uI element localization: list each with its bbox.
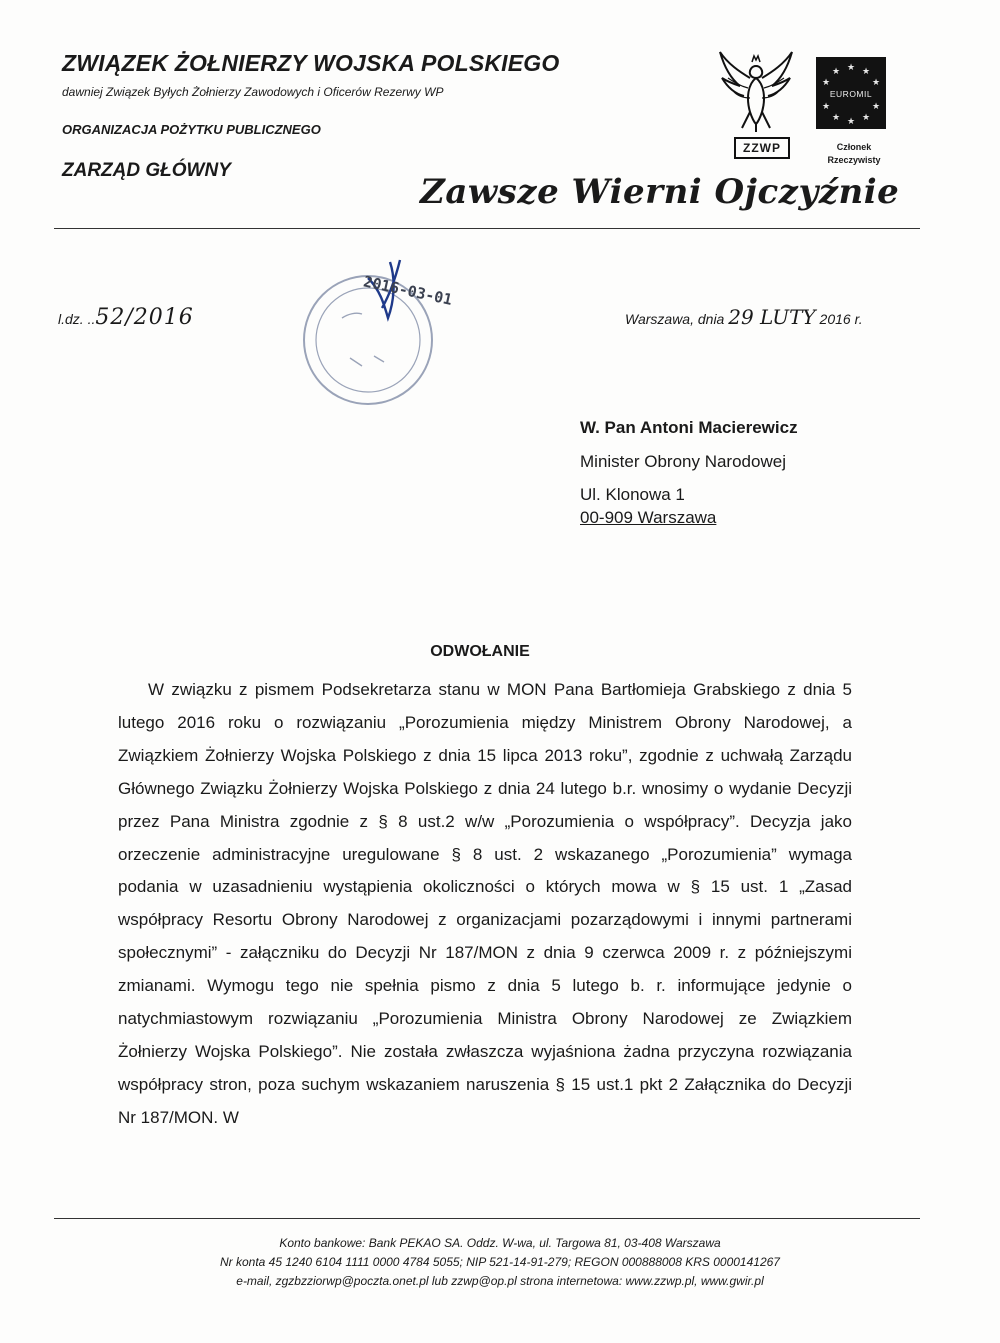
ministry-stamp [290, 258, 470, 408]
board-name: ZARZĄD GŁÓWNY [62, 160, 231, 181]
date-handwritten: 29 LUTY [728, 305, 816, 329]
addressee-name: W. Pan Antoni Macierewicz [580, 418, 798, 437]
euromil-logo [816, 57, 886, 129]
euromil-member-label: Członek Rzeczywisty [827, 142, 881, 165]
svg-text:★: ★ [821, 78, 831, 88]
svg-text:★: ★ [846, 63, 856, 73]
svg-text:★: ★ [871, 102, 881, 112]
reference-prefix: l.dz. .. [58, 311, 96, 327]
svg-text:★: ★ [821, 102, 831, 112]
svg-text:★: ★ [831, 67, 841, 77]
footer-bank-account: Konto bankowe: Bank PEKAO SA. Oddz. W-wa, ul. Targowa 81, 03-408 Warszawa [279, 1236, 721, 1250]
date-suffix: 2016 r. [815, 311, 863, 327]
organization-status: ORGANIZACJA POŻYTKU PUBLICZNEGO [62, 122, 321, 137]
motto: Zawsze Wierni Ojczyźnie [420, 172, 900, 212]
zzwp-logo-text: ZZWP [734, 137, 790, 159]
svg-text:★: ★ [871, 78, 881, 88]
organization-name: ZWIĄZEK ŻOŁNIERZY WOJSKA POLSKIEGO [62, 50, 560, 76]
header-divider [54, 228, 920, 229]
addressee-city: 00-909 Warszawa [580, 508, 717, 527]
svg-text:★: ★ [861, 67, 871, 77]
addressee-street: Ul. Klonowa 1 [580, 485, 685, 504]
reference-number [58, 305, 194, 330]
stamp-date: 2016-03-01 [361, 272, 454, 309]
svg-text:★: ★ [831, 113, 841, 123]
footer-contact: e-mail, zgzbzziorwp@poczta.onet.pl lub zzwp@op.pl strona internetowa: www.zzwp.pl, www.gwir.pl [236, 1274, 764, 1288]
svg-text:★: ★ [861, 113, 871, 123]
footer-registry-numbers: Nr konta 45 1240 6104 1111 0000 4784 5055; NIP 521-14-91-279; REGON 000888008 KRS 0000141267 [220, 1255, 780, 1269]
reference-handwritten: 52/2016 [95, 305, 194, 330]
letter-body: W związku z pismem Podsekretarza stanu w MON Pana Bartłomieja Grabskiego z dnia 5 lutego 2016 roku o rozwiązaniu „Porozumienia między Ministrem Obrony Narodowej, a Związkiem Żołnierzy Wojska Polskiego z dnia 15 lipca 2013 roku”, zgodnie z uchwałą Zarządu Głównego Związku Żołnierzy Wojska Polskiego z dnia 24 lutego b.r. wnosimy o wydanie Decyzji przez Pana Ministra zgodnie z § 8 ust.2 w/w „Porozumienia o współpracy”. Decyzja jako orzeczenie administracyjne uregulowane § 8 ust. 2 wskazanego „Porozumienia” wymaga podania w uzasadnieniu wystąpienia okoliczności o których mowa w § 15 ust. 1 „Zasad współpracy Resortu Obrony Narodowej z organizacjami pozarządowymi i innymi partnerami społecznymi” - załączniku do Decyzji Nr 187/MON z dnia 9 czerwca 2009 r. z późniejszymi zmianami. Wymogu tego nie spełnia pismo z dnia 5 lutego b. r. informujące jedynie o natychmiastowym rozwiązaniu „Porozumienia Ministra Obrony Narodowej ze Związkiem Żołnierzy Wojska Polskiego”. Nie została zwłaszcza wyjaśniona żadna przyczyna rozwiązania współpracy stron, poza suchym wskazaniem naruszenia § 15 ust.1 pkt 2 Załącznika do Decyzji Nr 187/MON. W [118, 680, 852, 1127]
addressee-title: Minister Obrony Narodowej [580, 452, 786, 471]
footer-divider [54, 1218, 920, 1219]
letter-heading: ODWOŁANIE [430, 643, 530, 660]
organization-former-name: dawniej Związek Byłych Żołnierzy Zawodowych i Oficerów Rezerwy WP [62, 85, 444, 99]
letter-date [625, 305, 863, 329]
svg-text:★: ★ [846, 117, 856, 127]
euromil-label: EUROMIL [829, 89, 873, 99]
date-prefix: Warszawa, dnia [625, 311, 729, 327]
